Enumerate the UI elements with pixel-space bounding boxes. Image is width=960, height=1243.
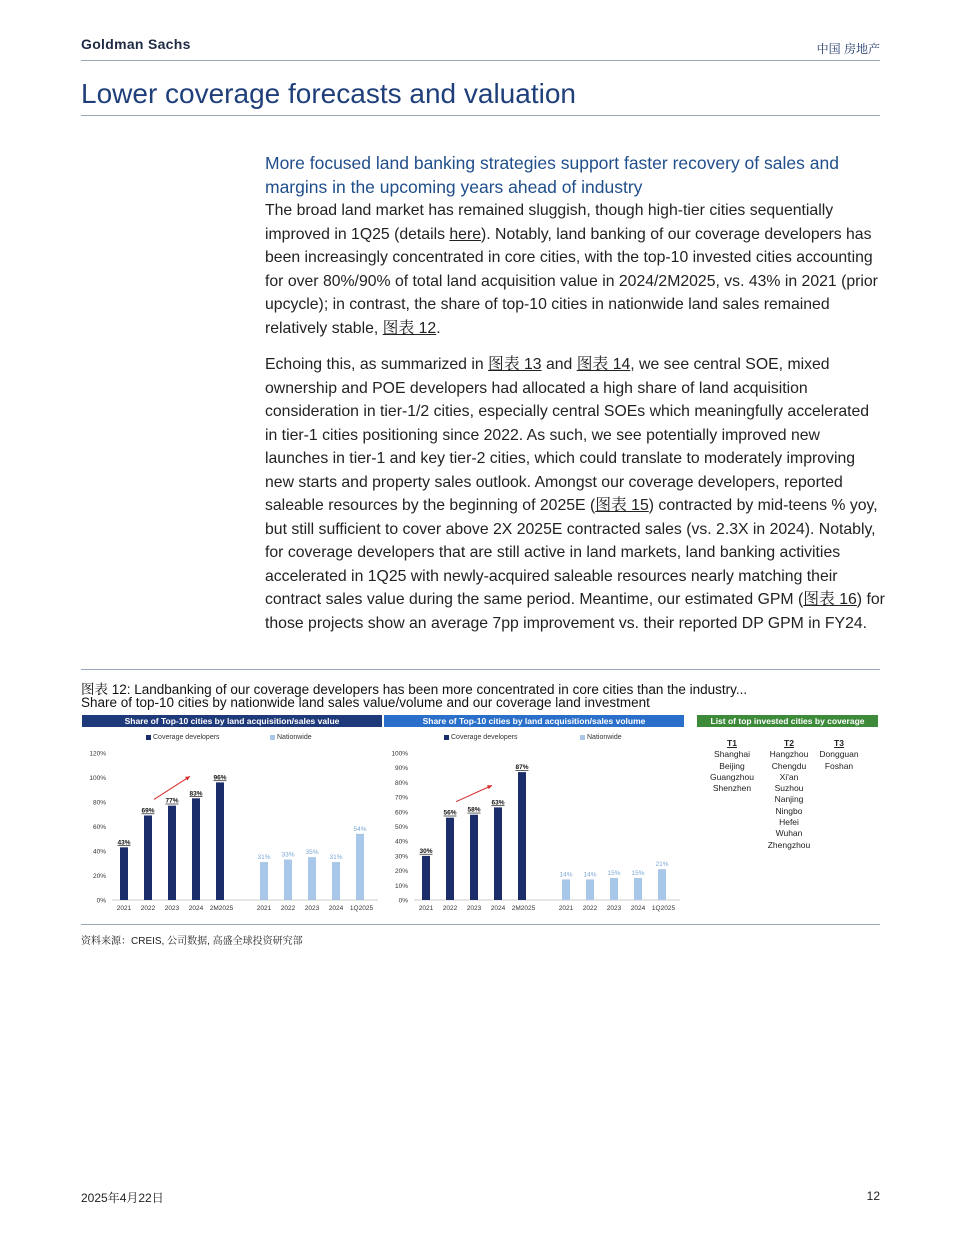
data-label: 58%	[467, 806, 481, 814]
link-here[interactable]: here	[449, 225, 482, 243]
city: Shenzhen	[712, 783, 752, 794]
link-figure-12[interactable]: 图表 12	[382, 319, 437, 337]
city: Shanghai	[714, 749, 750, 760]
page-title: Lower coverage forecasts and valuation	[81, 78, 576, 109]
x-tick-label: 2021	[256, 905, 272, 912]
tier-2-header: T2	[784, 738, 794, 748]
city: Ningbo	[775, 805, 803, 816]
data-label: 35%	[305, 849, 319, 857]
city: Foshan	[824, 760, 854, 771]
bar	[260, 862, 268, 900]
trend-arrow	[154, 776, 190, 799]
y-tick-label: 60%	[394, 809, 408, 817]
tier-1-header: T1	[727, 738, 737, 748]
x-tick-label: 2023	[466, 905, 482, 912]
y-tick-label: 20%	[92, 873, 106, 880]
chart-land-volume	[384, 745, 684, 917]
y-tick-label: 30%	[394, 853, 408, 861]
y-tick-label: 120%	[89, 750, 106, 758]
city: Hefei	[779, 817, 799, 828]
y-tick-label: 0%	[398, 897, 408, 905]
x-tick-label: 2M2025	[209, 905, 234, 912]
city: Xi'an	[779, 771, 799, 782]
bar	[518, 772, 526, 900]
bar	[562, 879, 570, 900]
tier-1-column	[703, 738, 761, 794]
x-tick-label: 2M2025	[511, 905, 536, 912]
text-run: .	[436, 319, 441, 337]
text-run: ) for those projects show an average 7pp improvement vs. their reported DP GPM in FY24.	[265, 591, 885, 632]
link-figure-15[interactable]: 图表 15	[595, 497, 649, 514]
x-tick-label: 2022	[280, 905, 296, 912]
city: Wuhan	[775, 828, 803, 839]
y-tick-label: 50%	[394, 824, 408, 831]
x-tick-label: 2024	[328, 905, 344, 912]
link-figure-13[interactable]: 图表 13	[488, 356, 542, 373]
data-label: 21%	[655, 861, 669, 869]
paragraph-2	[265, 353, 885, 635]
x-tick-label: 1Q2025	[651, 905, 676, 912]
bar	[422, 856, 430, 900]
x-tick-label: 2024	[490, 905, 506, 912]
brand-logo-text: Goldman Sachs	[81, 36, 191, 52]
legend-nationwide-1	[270, 734, 312, 741]
legend-coverage-1	[146, 734, 220, 741]
panel-header-value: Share of Top-10 cities by land acquisition/sales value	[82, 715, 382, 727]
y-tick-label: 60%	[92, 824, 106, 831]
city: Hangzhou	[769, 749, 809, 760]
x-tick-label: 2023	[304, 905, 320, 912]
city: Beijing	[719, 760, 745, 771]
city: Guangzhou	[710, 771, 754, 782]
figure-source: 资料来源：CREIS, 公司数据, 高盛全球投资研究部	[81, 936, 303, 947]
y-tick-label: 80%	[394, 779, 408, 787]
data-label: 31%	[257, 854, 271, 862]
data-label: 15%	[631, 869, 645, 877]
data-label: 87%	[515, 764, 529, 772]
data-label: 77%	[165, 797, 179, 805]
bar	[308, 857, 316, 900]
bar	[634, 878, 642, 900]
city: Chengdu	[771, 760, 807, 771]
bar	[446, 818, 454, 900]
data-label: 63%	[491, 799, 505, 807]
bar	[610, 878, 618, 900]
legend-swatch-nationwide	[270, 735, 275, 740]
city: Dongguan	[819, 749, 859, 760]
data-label: 56%	[443, 809, 457, 817]
x-tick-label: 2022	[582, 905, 598, 912]
x-tick-label: 1Q2025	[349, 905, 374, 912]
data-label: 30%	[419, 847, 433, 855]
chart-land-value	[82, 745, 382, 917]
tier-3-column	[810, 738, 868, 772]
panel-header-volume: Share of Top-10 cities by land acquisition/sales volume	[384, 715, 684, 727]
legend-swatch-coverage	[444, 735, 449, 740]
text-run: , we see central SOE, mixed ownership and POE developers had allocated a high share of land acquisition consideration in tier-1/2 cities, especially central SOEs which meaningfully accelerated in tier-1 cities positioning since 2022. As such, we see potentially improved new launches in tier-1 and key tier-2 cities, which could translate to moderately improving new starts and property sales outlook. Amongst our coverage developers, reported saleable resources by the beginning of 2025E (	[265, 356, 870, 514]
legend-swatch-nationwide	[580, 735, 585, 740]
link-figure-14[interactable]: 图表 14	[576, 356, 631, 373]
y-tick-label: 10%	[394, 882, 408, 890]
x-tick-label: 2023	[164, 905, 180, 912]
y-tick-label: 40%	[394, 838, 408, 846]
bar	[332, 862, 340, 900]
data-label: 43%	[117, 839, 131, 847]
y-tick-label: 100%	[391, 750, 408, 758]
link-figure-16[interactable]: 图表 16	[803, 591, 857, 608]
y-tick-label: 80%	[92, 799, 106, 807]
data-label: 14%	[583, 871, 597, 879]
bar	[284, 860, 292, 900]
city: Nanjing	[774, 794, 804, 805]
data-label: 54%	[353, 825, 367, 833]
legend-swatch-coverage	[146, 735, 151, 740]
x-tick-label: 2022	[442, 905, 458, 912]
legend-nationwide-2	[580, 734, 622, 741]
figure-subtitle: Share of top-10 cities by nationwide land sales value/volume and our coverage land investment	[81, 695, 650, 710]
bar	[470, 815, 478, 900]
figure-bottom-rule	[81, 924, 880, 925]
legend-coverage-2	[444, 734, 518, 741]
bar	[356, 834, 364, 900]
bar	[168, 806, 176, 900]
legend-label: Coverage developers	[451, 734, 518, 741]
data-label: 31%	[329, 854, 343, 862]
data-label: 14%	[559, 871, 573, 879]
data-label: 96%	[213, 774, 227, 782]
data-label: 69%	[141, 807, 155, 815]
tier-3-header: T3	[834, 738, 844, 748]
city: Suzhou	[774, 783, 804, 794]
y-tick-label: 70%	[394, 794, 408, 802]
text-run: and	[541, 356, 577, 373]
paragraph-1	[265, 199, 885, 340]
trend-arrow	[456, 785, 492, 801]
x-tick-label: 2021	[418, 905, 434, 912]
figure-top-rule	[81, 669, 880, 670]
bar	[120, 847, 128, 900]
bar	[494, 807, 502, 900]
data-label: 15%	[607, 869, 621, 877]
text-run: ) contracted by mid-teens % yoy, but still sufficient to cover above 2X 2025E contracted sales (vs. 2.3X in 2024). Notably, for coverage developers that are still active in land markets, land banking activities accelerated in 1Q25 with newly-acquired saleable resources nearly matching their contract sales value during the same period. Meantime, our estimated GPM (	[265, 497, 878, 608]
x-tick-label: 2024	[630, 905, 646, 912]
bar	[144, 815, 152, 900]
x-tick-label: 2022	[140, 905, 156, 912]
y-tick-label: 100%	[89, 775, 106, 782]
legend-label: Coverage developers	[153, 734, 220, 741]
y-tick-label: 90%	[394, 765, 408, 773]
legend-label: Nationwide	[277, 734, 312, 741]
panel-header-cities: List of top invested cities by coverage	[697, 715, 878, 727]
header-rule	[81, 60, 880, 61]
y-tick-label: 40%	[92, 848, 106, 856]
bar	[216, 782, 224, 900]
title-rule	[81, 115, 880, 116]
x-tick-label: 2024	[188, 905, 204, 912]
text-run: The broad land market has remained sluggish, though high-tier cities sequentially improved in 1Q25 (details	[265, 202, 834, 243]
city: Zhengzhou	[767, 839, 811, 850]
bar	[658, 869, 666, 900]
footer-date: 2025年4月22日	[81, 1191, 164, 1205]
text-run: ). Notably, land banking of our coverage developers has been increasingly concentrated in core cities, with the top-10 invested cities accounting for over 80%/90% of total land acquisition value in 2024/2M2025, vs. 43% in 2021 (prior upcycle); in contrast, the share of top-10 cities in nationwide land sales remained relatively stable,	[265, 225, 878, 337]
bar	[586, 879, 594, 900]
data-label: 33%	[281, 851, 295, 859]
x-tick-label: 2021	[558, 905, 574, 912]
bar	[192, 798, 200, 900]
y-tick-label: 20%	[394, 868, 408, 876]
x-tick-label: 2021	[116, 905, 132, 912]
legend-label: Nationwide	[587, 734, 622, 741]
y-tick-label: 0%	[96, 897, 106, 905]
section-tag: 中国 房地产	[816, 42, 880, 56]
figure-title: 图表 12: Landbanking of our coverage developers has been more concentrated in core cities than the industry...	[81, 682, 748, 697]
x-tick-label: 2023	[606, 905, 622, 912]
page-number: 12	[866, 1189, 880, 1203]
text-run: Echoing this, as summarized in	[265, 356, 489, 373]
data-label: 83%	[189, 790, 203, 798]
subheading: More focused land banking strategies support faster recovery of sales and margins in the upcoming years ahead of industry	[265, 153, 839, 197]
